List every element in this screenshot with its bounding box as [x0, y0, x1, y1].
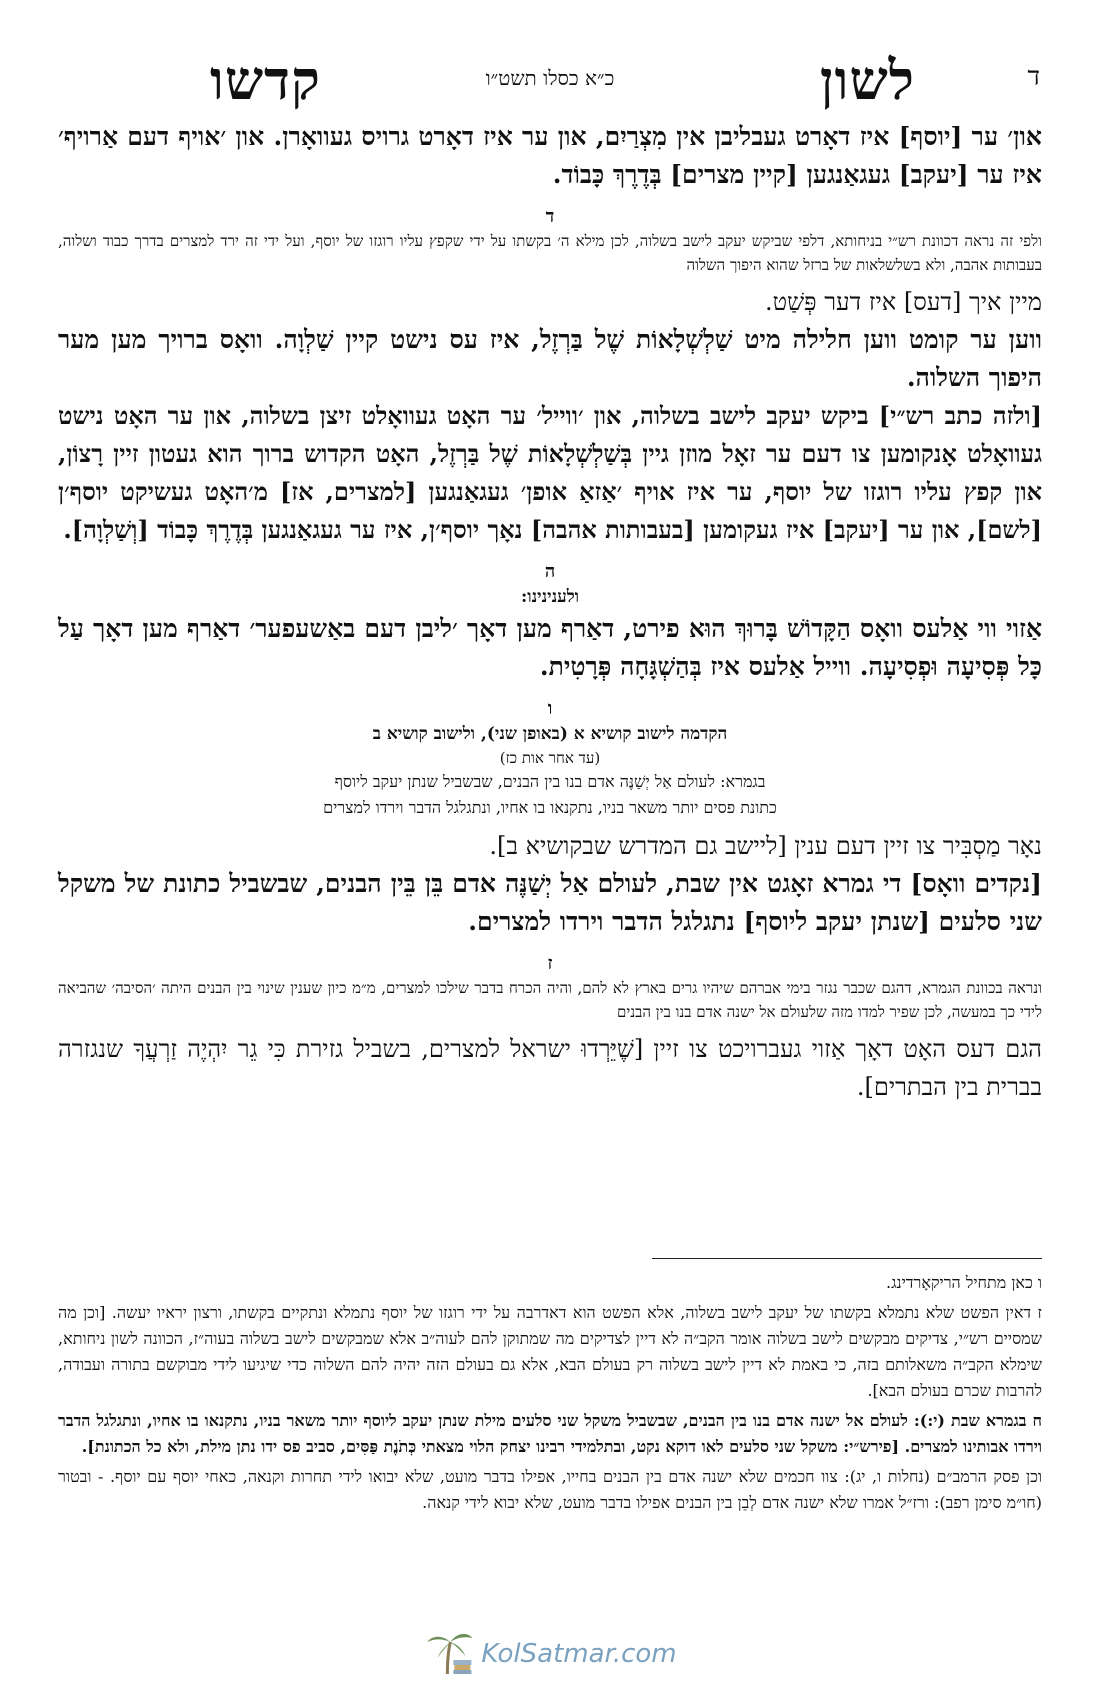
note-dalet: ולפי זה נראה דכוונת רש״י בניחותא, דלפי שביקש יעקב לישב בשלוה, לכן מילא ה׳ בקשתו על ידי שקפץ עליו רוגזו של יוסף, ועל ידי זה ירד למצרים בדרך כבוד ושלוה, בעבותות אהבה, ולא בשלשלאות של ברזל שהוא היפוך השלוה — [58, 232, 1042, 274]
footnote-4: וכן פסק הרמב״ם (נחלות ו, יג): צוו חכמים שלא ישנה אדם בין הבנים בחייו, אפילו בדבר מועט, שלא יבואו לידי תחרות וקנאה, כאחי יוסף עם יוסף. - ובטור (חו״מ סימן רפב): ורז״ל אמרו שלא ישנה אדם לְבֵן בין הבנים אפילו בדבר מועט, שלא יבוא לידי קנאה. — [58, 1467, 1043, 1512]
section-heh: ה — [544, 561, 556, 582]
header-title-left: קדשו — [210, 48, 321, 112]
vav-question-line-1: בגמרא: לעולם אַל יְשַׁנֶּה אדם בנו בין הבנים, שבשביל שנתן יעקב ליוסף — [334, 772, 766, 791]
footnote-2: ז דאין הפשט שלא נתמלא בקשתו של יעקב לישב בשלוה, אלא הפשט הוא דאדרבה על ידי רוגזו של יוסף נתמלא ונתקיים בקשתו, ורצון יראיו יעשה. [וכן מה שמסיים רש״י, צדיקים מבקשים לישב בשלוה אומר הקב״ה לא דיין לצדיקים מה שמתוקן להם לעוה״ב אלא שמבקשים לישב בשלוה בעוה״ז, הכוונה לשון ניחותא, שימלא הקב״ה משאלותם בזה, כי באמת לא דיין לישב בשלוה רק בעולם הבא, אלא גם בעולם הזה יהיה להם השלוה כדי שיגיעו לידי מבוקשם בתורה ועבודה, להרבות שכרם בעולם הבא]. — [58, 1303, 1043, 1400]
vav-subtitle: (עד אחר אות כז) — [499, 749, 601, 767]
footnote-3: ח בגמרא שבת (י:): לעולם אל ישנה אדם בנו בין הבנים, שבשביל משקל שני סלעים מילת שנתן יעקב ליוסף יותר משאר בניו, נתקנאו בו אחיו, ונתגלגל הדבר וירדו אבותינו למצרים. [פירש״י: משקל שני סלעים לאו דוקא נקט, ובתלמידי רבינו יצחק הלוי מצאתי כְּתֹנֶת פַּסִּים, סביב פס ידו נתן מילת, ולא כל הכתונת]. — [58, 1411, 1042, 1456]
paragraph-8: הגם דעס האָט דאָך אַזוי געברויכט צו זיין [שֶׁיֵּרְדוּ ישראל למצרים, בשביל גזירת כִּי גֵר יִהְיֶה זַרְעֲךָ שנגזרה בברית בין הבתרים]. — [58, 1035, 1042, 1101]
paragraph-2: מיין איך [דעס] איז דער פְּשַׁט. — [764, 288, 1042, 316]
footnote-divider — [652, 1258, 1042, 1259]
site-logo[interactable] — [423, 1630, 676, 1678]
footnotes — [58, 1270, 1042, 1520]
section-dalet: ד — [545, 206, 555, 227]
page-letter: ד — [1027, 62, 1040, 92]
main-text — [58, 118, 1042, 1106]
paragraph-5: אַזוי ווי אַלעס וואָס הַקָּדוֹשׁ בָּרוּךְ הוּא פירט, דאַרף מען דאָך ׳ליבן דעם באַשעפער׳ דאַרף מען דאָך עַל כָּל פְּסִיעָה וּפְסִיעָה. ווייל אַלעס איז בְּהַשְׁגָּחָה פְּרָטִית. — [58, 614, 1042, 681]
header-date: כ״א כסלו תשט״ו — [485, 66, 615, 90]
heh-subtitle: ולענינינו: — [520, 587, 580, 607]
paragraph-3: ווען ער קומט ווען חלילה מיט שַׁלְשְׁלָאוֹת שֶׁל בַּרְזֶל, איז עס נישט קיין שַׁלְוָה. וואָס ברויך מען מער היפוך השלוה. — [58, 325, 1042, 392]
paragraph-4: [ולזה כתב רש״י] ביקש יעקב לישב בשלוה, און ׳ווייל׳ ער האָט געוואָלט זיצן בשלוה, און ער האָט נישט געוואָלט אָנקומען צו דעם ער זאָל מוזן גיין בְּשַׁלְשְׁלָאוֹת שֶׁל בַּרְזֶל, האָט הקדוש ברוך הוא געטון זיין רָצוֹן, און קפץ עליו רוגזו של יוסף, ער איז אויף ׳אַזאַ אופן׳ געגאַנגען [למצרים, אז] מ׳האָט געשיקט יוסף׳ן [לשם], און ער [יעקב] איז געקומען [בעבותות אהבה] נאָך יוסף׳ן, איז ער געגאַנגען בְּדֶרֶךְ כָּבוֹד [וְשַׁלְוָה]. — [58, 401, 1042, 544]
note-zayin: ונראה בכוונת הגמרא, דהגם שכבר נגזר בימי אברהם שיהיו גרים בארץ לא להם, והיה הכרח בדבר שילכו למצרים, מ״מ כיון שענין שינוי בין הבנים היתה ׳הסיבה׳ שהביאה לידי כך במעשה, לכן שפיר למדו מזה שלעולם אל ישנה אדם בנו בין הבנים — [58, 979, 1042, 1021]
paragraph-6: נאָר מַסְבִּיר צו זיין דעם ענין [ליישב גם המדרש שבקושיא ב]. — [489, 832, 1042, 860]
palm-tree-books-icon — [423, 1630, 475, 1678]
header-title-right: לשון — [819, 48, 915, 112]
paragraph-7: [נקדים וואָס] די גמרא זאָגט אין שבת, לעולם אַל יְשַׁנֶּה אדם בֵּן בֵּין הבנים, שבשביל כתונת של משקל שני סלעים [שנתן יעקב ליוסף] נתגלגל הדבר וירדו למצרים. — [58, 869, 1042, 936]
page-header — [60, 48, 1040, 118]
section-vav: ו — [547, 698, 553, 719]
vav-question-line-2: כתונת פסים יותר משאר בניו, נתקנאו בו אחיו, ונתגלגל הדבר וירדו למצרים — [323, 798, 777, 817]
paragraph-1: און׳ ער [יוסף] איז דאָרט געבליבן אין מִצְרַיִם, און ער איז דאָרט גרויס געוואָרן. און ׳אויף דעם אַרויף׳ איז ער [יעקב] געגאַנגען [קיין מצרים] בְּדֶרֶךְ כָּבוֹד. — [58, 122, 1042, 189]
footnote-1: ו כאן מתחיל הריקאָרדינג. — [886, 1273, 1042, 1292]
logo-text: KolSatmar.com — [481, 1639, 677, 1669]
section-zayin: ז — [547, 953, 553, 974]
vav-title: הקדמה לישוב קושיא א (באופן שני), ולישוב קושיא ב — [372, 724, 728, 744]
